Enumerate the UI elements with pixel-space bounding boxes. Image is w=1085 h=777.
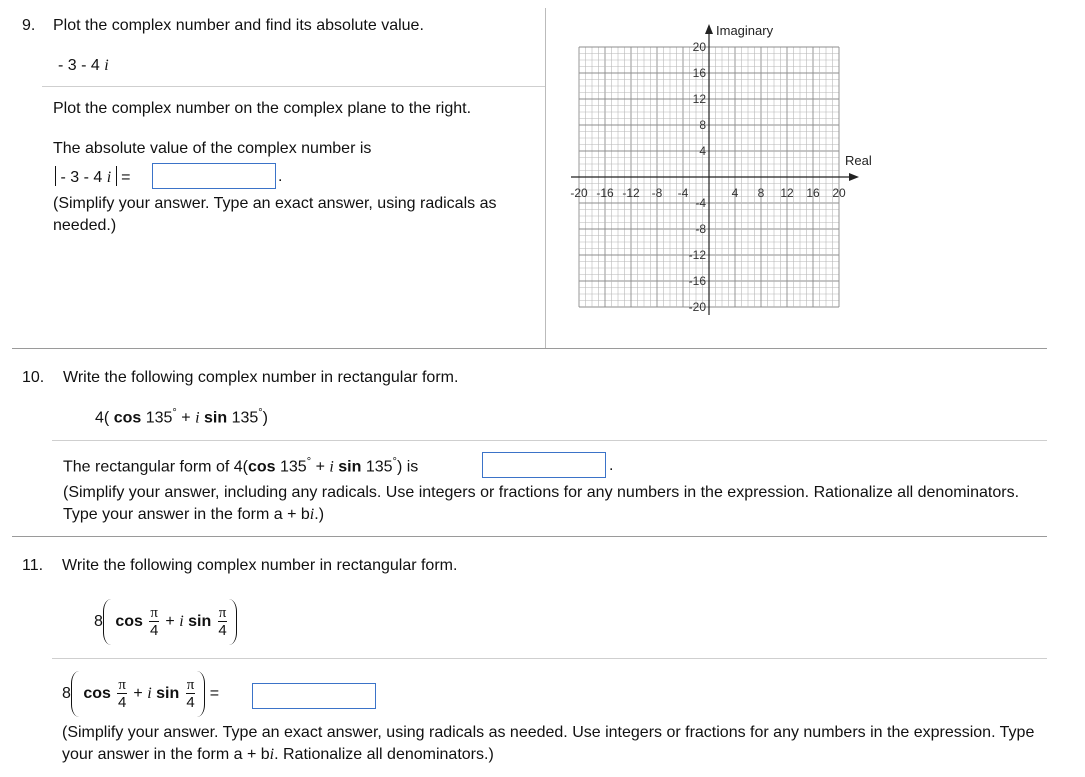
y-tick-label: 12 bbox=[692, 92, 706, 106]
q10-prompt: Write the following complex number in rectangular form. bbox=[63, 369, 459, 386]
q11-hint-i: i bbox=[269, 746, 275, 763]
q9-abs-label: The absolute value of the complex number is bbox=[53, 140, 372, 157]
x-tick-label: 12 bbox=[780, 186, 794, 200]
q9-plot-instruction: Plot the complex number on the complex plane to the right. bbox=[53, 100, 472, 117]
q9-expr-real: - 3 - 4 bbox=[58, 57, 100, 74]
q10-sin: sin bbox=[203, 409, 228, 427]
q10-ans-cos: cos bbox=[247, 458, 276, 476]
q10-i: i bbox=[195, 409, 200, 427]
fraction-denominator: 4 bbox=[118, 694, 127, 711]
q11-ans-i: i bbox=[147, 685, 152, 702]
q9-equals: = bbox=[121, 169, 131, 186]
y-tick-label: 4 bbox=[699, 144, 706, 158]
q9-abs-expression bbox=[55, 166, 130, 187]
fraction-numerator: π bbox=[118, 677, 126, 693]
q10-ans-angle1: 135 bbox=[280, 458, 307, 476]
degree-sign: ° bbox=[306, 456, 312, 468]
real-axis-label: Real bbox=[845, 153, 872, 168]
right-paren bbox=[229, 599, 237, 645]
fraction-numerator: π bbox=[218, 605, 227, 621]
x-tick-label: -4 bbox=[677, 186, 689, 200]
q10-hint-i: i bbox=[309, 506, 315, 523]
degree-sign: ° bbox=[258, 407, 263, 419]
q9-prompt: Plot the complex number and find its absolute value. bbox=[53, 17, 424, 34]
q11-ans-coef: 8 bbox=[62, 685, 71, 702]
q10-hint-end: .) bbox=[314, 506, 325, 523]
q11-hint-end: . Rationalize all denominators.) bbox=[274, 746, 494, 763]
q9-expression bbox=[58, 57, 109, 75]
q9-answer-input[interactable] bbox=[152, 163, 276, 189]
abs-bar-left bbox=[55, 166, 56, 186]
q11-hint-text: (Simplify your answer. Type an exact answer, using radicals as needed. Use integers or fractions for any numbers in the expression. Type your answer in the form a + b bbox=[62, 724, 1035, 763]
q11-i: i bbox=[179, 613, 184, 630]
q11-ans-plus: + bbox=[133, 685, 143, 702]
q10-answer-input[interactable] bbox=[482, 452, 606, 478]
q11-ans-cos: cos bbox=[83, 685, 111, 702]
q10-cos: cos bbox=[113, 409, 142, 427]
q10-answer-prefix: The rectangular form of 4( bbox=[63, 458, 248, 476]
degree-sign: ° bbox=[392, 456, 397, 468]
q9-number: 9. bbox=[22, 17, 36, 34]
q10-answer-suffix: ) is bbox=[396, 458, 419, 476]
x-tick-label: 8 bbox=[757, 186, 765, 200]
pi-over-4-fraction bbox=[149, 606, 159, 638]
q10-hint bbox=[63, 482, 1038, 526]
pi-over-4-fraction bbox=[186, 678, 196, 710]
x-tick-label: 16 bbox=[806, 186, 820, 200]
y-tick-label: 20 bbox=[692, 40, 706, 54]
q11-answer-input[interactable] bbox=[252, 683, 376, 709]
left-paren bbox=[103, 599, 111, 645]
q10-plus: + bbox=[181, 409, 191, 427]
q10-number: 10. bbox=[22, 369, 45, 386]
y-tick-label: -16 bbox=[688, 274, 706, 288]
section-divider-10-11 bbox=[12, 536, 1047, 537]
q9-divider bbox=[42, 86, 545, 87]
x-tick-label: 20 bbox=[832, 186, 846, 200]
q11-divider bbox=[52, 658, 1047, 659]
q10-period: . bbox=[609, 457, 614, 474]
section-divider-9-10 bbox=[12, 348, 1047, 349]
q9-period: . bbox=[278, 168, 283, 185]
imaginary-axis-arrow bbox=[705, 24, 713, 34]
q11-cos: cos bbox=[115, 613, 143, 630]
q11-equals: = bbox=[209, 685, 220, 702]
x-tick-label: -20 bbox=[570, 186, 588, 200]
q9-abs-expr: - 3 - 4 bbox=[60, 169, 103, 186]
x-tick-label: -12 bbox=[622, 186, 640, 200]
q10-answer-line bbox=[63, 456, 418, 476]
q10-coef: 4( bbox=[95, 409, 110, 427]
q10-angle1: 135 bbox=[145, 409, 173, 427]
x-tick-label: -16 bbox=[596, 186, 614, 200]
q11-plus: + bbox=[165, 613, 175, 630]
q11-ans-sin: sin bbox=[156, 685, 180, 702]
y-tick-label: -12 bbox=[688, 248, 706, 262]
q10-ans-i: i bbox=[329, 458, 334, 476]
q11-expression bbox=[94, 599, 237, 645]
fraction-numerator: π bbox=[150, 605, 158, 621]
q10-hint-text: (Simplify your answer, including any radicals. Use integers or fractions for any numbers in the expression. Rationalize all denominators. Type your answer in the form a + b bbox=[63, 484, 1020, 523]
abs-bar-right bbox=[116, 166, 117, 186]
x-tick-label: -8 bbox=[651, 186, 663, 200]
left-paren bbox=[71, 671, 79, 717]
q9-abs-i: i bbox=[106, 169, 112, 186]
fraction-numerator: π bbox=[186, 677, 195, 693]
q11-hint bbox=[62, 722, 1037, 766]
q10-close: ) bbox=[262, 409, 268, 427]
y-tick-label: -8 bbox=[695, 222, 706, 236]
q10-ans-angle2: 135 bbox=[365, 458, 393, 476]
q10-ans-plus: + bbox=[315, 458, 325, 476]
q11-answer-line bbox=[62, 671, 219, 717]
degree-sign: ° bbox=[172, 407, 177, 419]
y-tick-label: 8 bbox=[699, 118, 706, 132]
q11-coef: 8 bbox=[94, 613, 103, 630]
q11-prompt: Write the following complex number in rectangular form. bbox=[62, 557, 458, 574]
q10-ans-sin: sin bbox=[338, 458, 362, 476]
real-axis-arrow bbox=[849, 173, 859, 181]
right-paren bbox=[197, 671, 205, 717]
pi-over-4-fraction bbox=[218, 606, 228, 638]
q9-expr-i: i bbox=[104, 57, 109, 74]
q9-vertical-divider bbox=[545, 8, 546, 348]
y-tick-label: -4 bbox=[695, 196, 706, 210]
y-tick-label: -20 bbox=[688, 300, 706, 314]
fraction-denominator: 4 bbox=[218, 622, 227, 639]
q10-divider bbox=[52, 440, 1047, 441]
q11-number: 11. bbox=[22, 557, 44, 574]
complex-plane-graph[interactable] bbox=[560, 20, 872, 320]
pi-over-4-fraction bbox=[117, 678, 127, 710]
q11-sin: sin bbox=[188, 613, 212, 630]
q9-hint: (Simplify your answer. Type an exact answer, using radicals as needed.) bbox=[53, 195, 497, 234]
fraction-denominator: 4 bbox=[186, 694, 195, 711]
q10-angle2: 135 bbox=[231, 409, 259, 427]
y-tick-label: 16 bbox=[692, 66, 706, 80]
x-tick-label: 4 bbox=[731, 186, 739, 200]
imaginary-axis-label: Imaginary bbox=[716, 23, 774, 38]
fraction-denominator: 4 bbox=[150, 622, 159, 639]
q10-expression bbox=[95, 407, 268, 427]
